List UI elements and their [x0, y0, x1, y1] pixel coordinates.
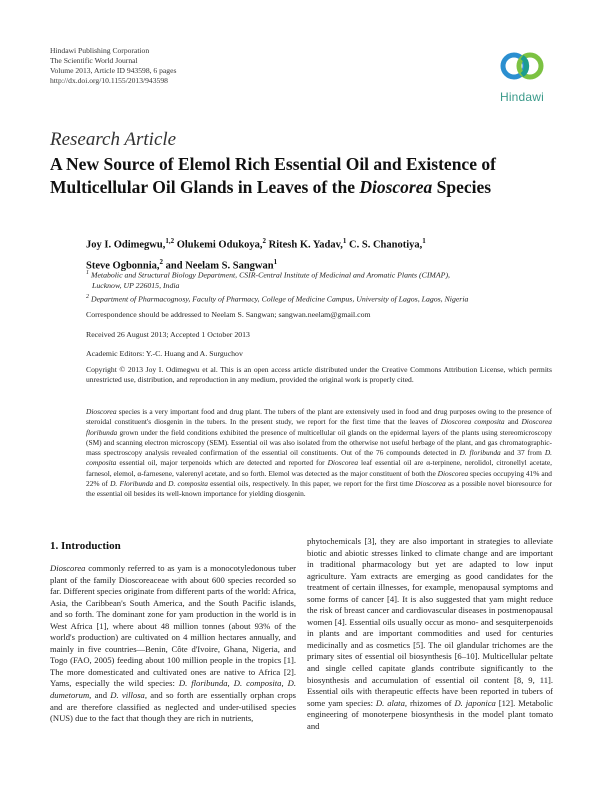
text-run: , rhizomes of	[404, 697, 455, 708]
text-run: grown under the field conditions exhibited the presence of multicellular oil glands on the epidermal layers of the plants using stereomicroscopy (SM) and scanning electron microscopy (SEM). Essential oil was also isolated from the otherwise not useful herbage of the plant, and gas chromatographic-mass spectroscopy analysis revealed confirmation of the essential oil constituents. Out of the 76 compounds detected in	[86, 427, 552, 458]
italic-term: Dioscorea composita	[440, 417, 505, 427]
affiliation-marker: 1	[86, 270, 89, 276]
affiliation-text: Lucknow, UP 226015, India	[92, 281, 180, 291]
text-run: and	[153, 479, 169, 489]
italic-term: D. alata	[375, 697, 405, 708]
author-name: and Neelam S. Sangwan	[163, 260, 274, 271]
italic-term: D. floribunda, D. composita, D. dumetorum,	[50, 678, 297, 701]
author-name: Steve Ogbonnia,	[86, 260, 160, 271]
text-run: as a possible novel bioresource for the essential oil besides its well-known importance for yielding diosgenin.	[86, 479, 552, 499]
author-affiliation-marker: 2	[262, 237, 266, 245]
title-line-1: A New Source of Elemol Rich Essential Oil and Existence of	[50, 154, 496, 174]
italic-term: Dioscorea	[50, 563, 86, 573]
text-run: and so forth are essentially orphan crops and are therefore classified as neglected and under-utilised species (NUS) due to the fact that though they are rich in nutrients,	[50, 690, 296, 724]
affiliation-1	[86, 268, 576, 292]
author-line-1	[86, 233, 566, 254]
text-run: essential oil, major terpenoids which are detected and reported for	[116, 458, 328, 468]
author-affiliation-marker: 1	[273, 257, 278, 266]
author-affiliation-marker: 1,2	[165, 237, 175, 245]
italic-term: Dioscorea	[415, 479, 446, 489]
author-name: Olukemi Odukoya,	[174, 239, 263, 251]
volume-info: Volume 2013, Article ID 943598, 6 pages	[50, 66, 177, 75]
text-run: phytochemicals [3], they are also important in strategies to alleviate biotic and abiotic stresses linked to climate change and are important in traditional pharmacology but yet are adapted to low input agriculture. Yam extracts are emerging as good candidates for the treatment of certain illnesses, for example, menopausal symptoms and some forms of cancer [4]. It is also suggested that yam might reduce the risk of breast cancer and cardiovascular diseases in postmenopausal women [4]. Essential oils usually occur as mono- and sesquiterpenoids in plants and are important commodities and used for centuries medicinally and as cosmetics [5]. The oil glandular trichomes are the primary sites of essential oil biosynthesis [6–10]. Multicellular peltate and single celled capitate glands contribute significantly to the biosynthesis and accumulation of essential oil content [8, 9, 11]. Essential oils with therapeutic effects have been reported in tubers of some yam species:	[307, 536, 553, 708]
author-affiliation-marker: 2	[159, 257, 164, 266]
abstract	[86, 407, 552, 500]
author-name: Ritesh K. Yadav,	[266, 239, 343, 251]
affiliation-text: Department of Pharmacognosy, Faculty of Pharmacy, College of Medicine Campus, University of Lagos, Lagos, Nigeria	[89, 294, 469, 304]
italic-term: D. composita	[168, 479, 208, 489]
title-italic: Dioscorea	[359, 177, 433, 197]
intro-column-left	[50, 563, 296, 725]
italic-term: D. japonica	[454, 697, 496, 708]
correspondence: Correspondence should be addressed to Neelam S. Sangwan; sangwan.neelam@gmail.com	[86, 310, 371, 319]
paper-title	[50, 153, 570, 199]
text-run: [12]. Metabolic engineering of monoterpene biosynthesis in the model plant tomato and	[307, 697, 553, 731]
copyright-notice: Copyright © 2013 Joy I. Odimegwu et al. This is an open access article distributed under the Creative Commons Attribution License, which permits unrestricted use, distribution, and reproduction in any medium, provided the original work is properly cited.	[86, 365, 552, 385]
italic-term: D. Floribunda	[110, 479, 154, 489]
italic-term: D. floribunda	[459, 448, 501, 458]
hindawi-logo[interactable]	[492, 44, 552, 108]
publisher-name: Hindawi Publishing Corporation	[50, 46, 150, 55]
text-run: species is a very important food and drug plant. The tubers of the plant are extensively used in food and drug purposes owing to the presence of steroidal constituent's diosgenin in the tubers. In the present study, we report for the first time that the leaves of	[86, 407, 552, 427]
title-text: Multicellular Oil Glands in Leaves of the	[50, 177, 360, 197]
journal-name: The Scientific World Journal	[50, 56, 138, 65]
article-type: Research Article	[50, 129, 177, 150]
author-name: Joy I. Odimegwu,	[86, 239, 166, 251]
academic-editors: Academic Editors: Y.-C. Huang and A. Surguchov	[86, 349, 243, 358]
affiliation-2	[86, 292, 576, 305]
text-run: and	[504, 417, 522, 427]
italic-term: Dioscorea	[327, 458, 359, 468]
text-run: and 37 from	[500, 448, 545, 458]
hindawi-rings-icon	[492, 44, 552, 90]
title-text: Species	[432, 177, 492, 197]
affiliation-marker: 2	[86, 294, 89, 300]
italic-term: D. villosa,	[110, 690, 147, 701]
text-run: essential oils, respectively. In this paper, we report for the first time	[207, 479, 416, 489]
text-run: and	[91, 690, 111, 701]
italic-term: D. composita	[86, 448, 552, 468]
italic-term: Dioscorea	[437, 468, 469, 478]
author-affiliation-marker: 1	[342, 237, 347, 245]
doi-link[interactable]: http://dx.doi.org/10.1155/2013/943598	[50, 76, 168, 85]
text-run: commonly referred to as yam is a monocotyledonous tuber plant of the family Dioscoreaceae with about 600 species recorded so far. Different species originate from different parts of the world: Africa, Asia, the Caribbean's South America, and the South Pacific islands, and so forth. The dominant zone for yam production in the world is in West Africa [1], where about 48 million tonnes (about 93% of the world's production) are cultivated on 4 million hectares annually, and mainly in five countries—Benin, Côte d'Ivoire, Ghana, Nigeria, and Togo (FAO, 2005) feeding about 100 million people in the tropics [1]. The more domesticated and cultivated ones are native to Africa [2]. Yams, especially the wild species:	[50, 563, 296, 689]
logo-wordmark: Hindawi	[499, 90, 545, 104]
italic-term: Dioscorea floribunda	[86, 417, 552, 437]
author-name: C. S. Chanotiya,	[346, 239, 423, 251]
text-run: species occupying 41% and 22% of	[86, 468, 552, 489]
intro-column-right	[307, 536, 553, 732]
affiliation-text: Metabolic and Structural Biology Department, CSIR-Central Institute of Medicinal and Aromatic Plants (CIMAP),	[89, 270, 450, 280]
italic-term: Dioscorea	[86, 407, 117, 416]
title-line-2	[50, 176, 570, 199]
author-affiliation-marker: 1	[422, 237, 426, 245]
section-heading: 1. Introduction	[50, 540, 121, 552]
text-run: leaf essential oil are α-terpinene, nerolidol, citronellyl acetate, farnesol, elemol, α-farnesene, valerenyl acetate, and so forth. Elemol was detected as the major constituent of both the	[86, 458, 552, 478]
received-dates: Received 26 August 2013; Accepted 1 October 2013	[86, 330, 250, 339]
